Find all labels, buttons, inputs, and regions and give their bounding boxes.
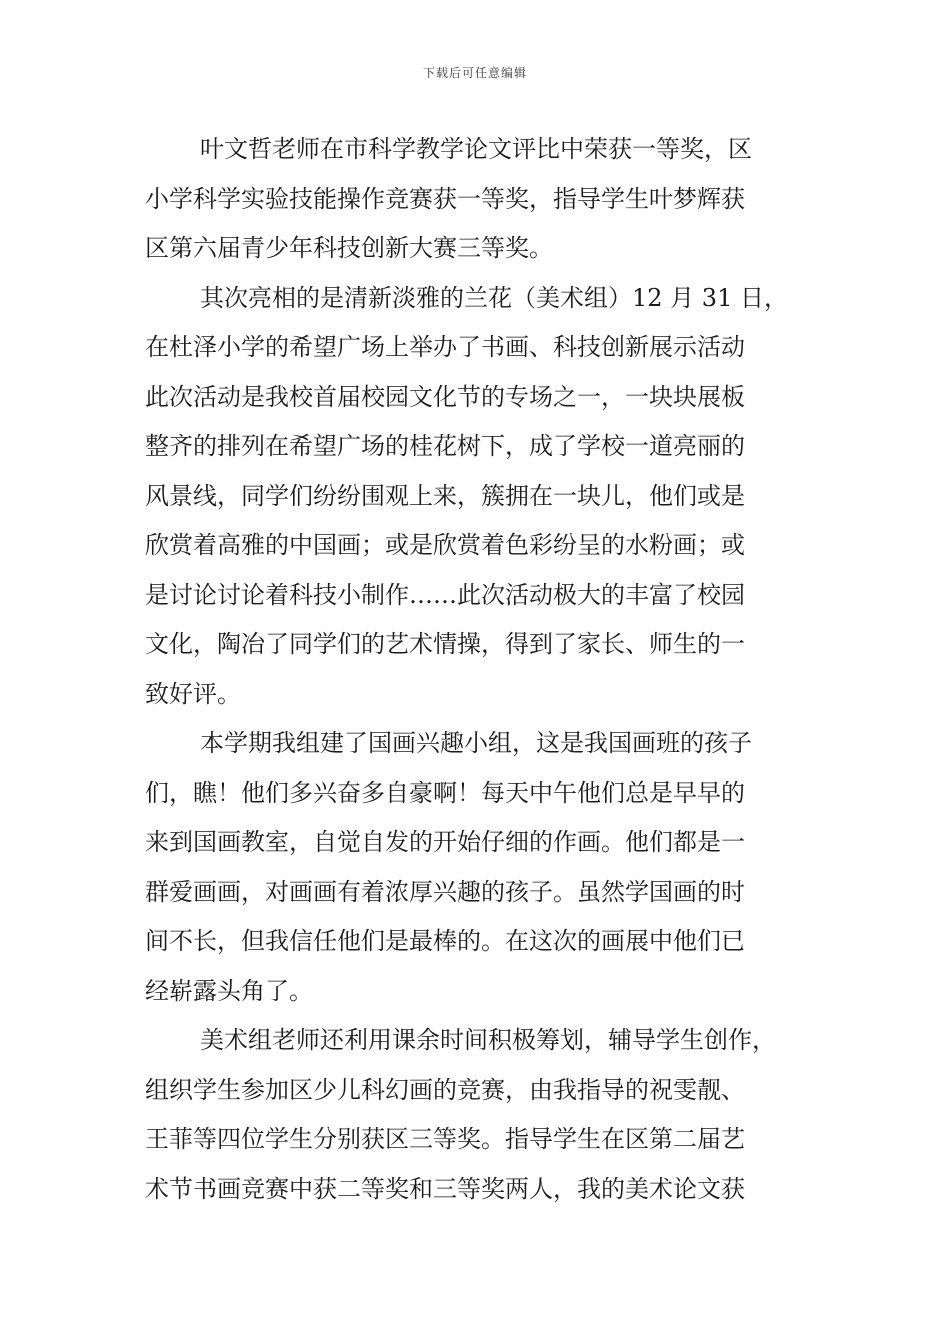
paragraph-line: 此次活动是我校首届校园文化节的专场之一，一块块展板 <box>145 382 745 411</box>
paragraph-line: 王菲等四位学生分别获区三等奖。指导学生在区第二届艺 <box>145 1125 745 1153</box>
paragraph-3 <box>145 719 810 1016</box>
paragraph-line: 们，瞧！他们多兴奋多自豪啊！每天中午他们总是早早的 <box>145 778 745 807</box>
paragraph-line: 区第六届青少年科技创新大赛三等奖。 <box>145 234 553 262</box>
paragraph-1 <box>145 125 810 274</box>
paragraph-line: 间不长，但我信任他们是最棒的。在这次的画展中他们已 <box>145 927 745 955</box>
paragraph-line: 整齐的排列在希望广场的桂花树下，成了学校一道亮丽的 <box>145 432 745 460</box>
paragraph-line: 术节书画竞赛中获二等奖和三等奖两人，我的美术论文获 <box>145 1174 745 1203</box>
paragraph-line: 文化，陶冶了同学们的艺术情操，得到了家长、师生的一 <box>145 630 745 658</box>
paragraph-2 <box>145 274 810 720</box>
paragraph-line: 欣赏着高雅的中国画；或是欣赏着色彩纷呈的水粉画；或 <box>145 531 745 559</box>
paragraph-line: 致好评。 <box>145 679 241 708</box>
paragraph-4 <box>145 1016 810 1214</box>
paragraph-line: 是讨论讨论着科技小制作……此次活动极大的丰富了校园 <box>145 580 745 609</box>
paragraph-line: 叶文哲老师在市科学教学论文评比中荣获一等奖，区 <box>200 135 752 163</box>
paragraph-line: 群爱画画，对画画有着浓厚兴趣的孩子。虽然学国画的时 <box>145 877 745 906</box>
paragraph-line: 美术组老师还利用课余时间积极筹划，辅导学生创作， <box>200 1026 776 1054</box>
paragraph-line: 其次亮相的是清新淡雅的兰花（美术组）12 月 31 日， <box>200 283 788 312</box>
paragraph-line: 经崭露头角了。 <box>145 976 313 1005</box>
page-header: 下载后可任意编辑 <box>422 66 527 80</box>
document-body <box>145 125 810 1214</box>
paragraph-line: 小学科学实验技能操作竞赛获一等奖，指导学生叶梦辉获 <box>145 184 745 213</box>
paragraph-line: 风景线，同学们纷纷围观上来，簇拥在一块儿，他们或是 <box>145 481 745 510</box>
paragraph-line: 组织学生参加区少儿科幻画的竞赛，由我指导的祝雯靓、 <box>145 1075 745 1104</box>
paragraph-line: 在杜泽小学的希望广场上举办了书画、科技创新展示活动 <box>145 333 745 361</box>
paragraph-line: 本学期我组建了国画兴趣小组，这是我国画班的孩子 <box>200 729 752 757</box>
paragraph-line: 来到国画教室，自觉自发的开始仔细的作画。他们都是一 <box>145 828 745 856</box>
